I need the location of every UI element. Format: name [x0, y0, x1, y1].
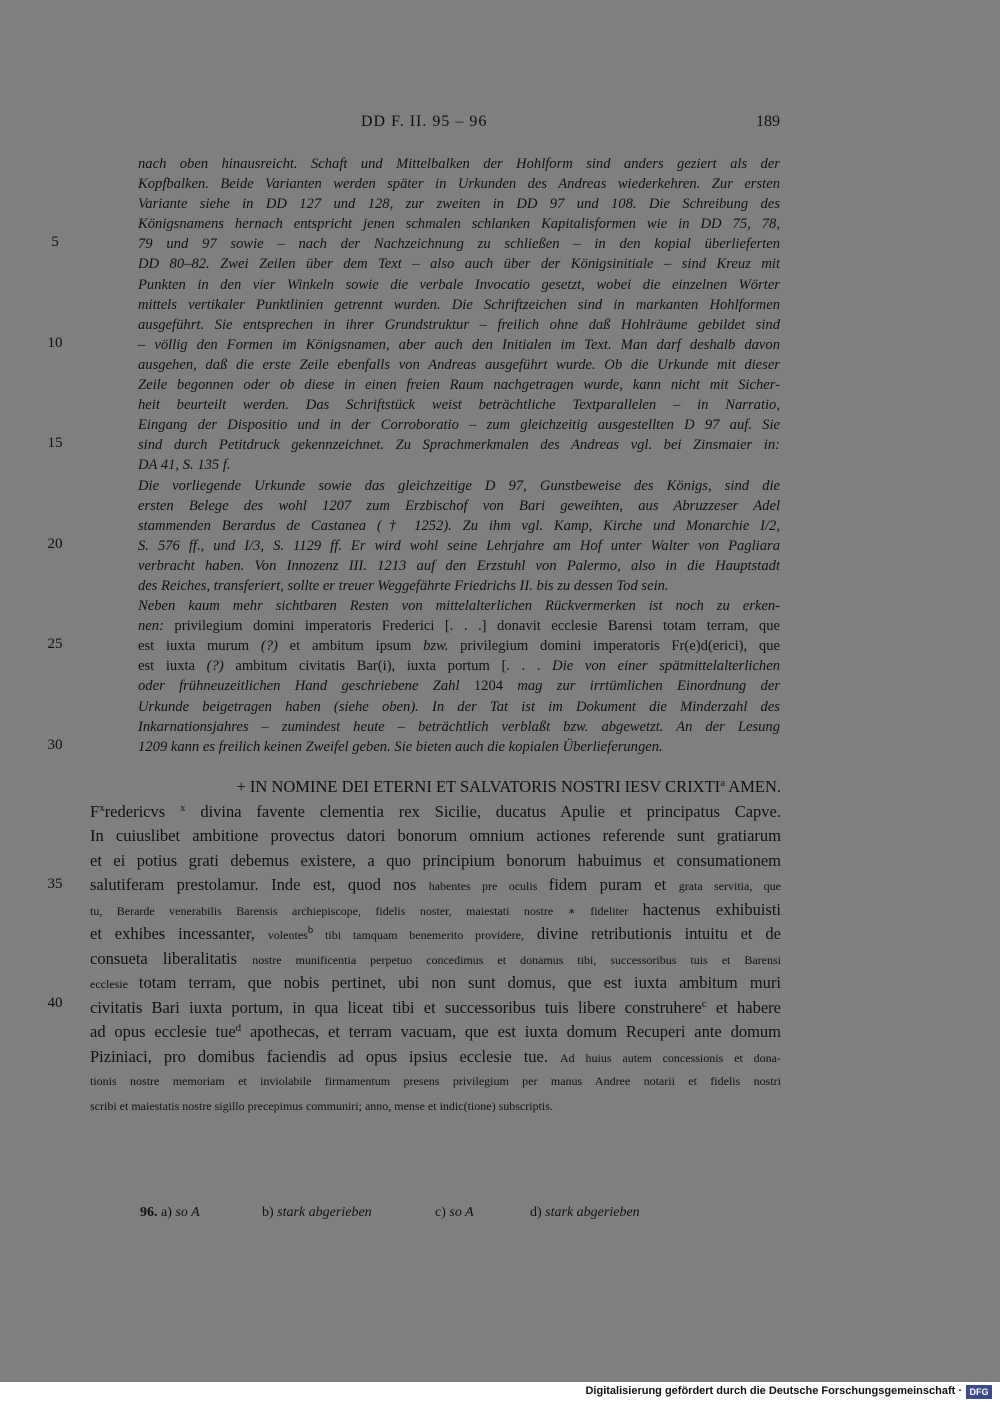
commentary-line: est iuxta murum (?) et ambitum ipsum bzw. privilegium domini imperatoris Fr(e)d(erici), que — [138, 638, 780, 655]
commentary-line: ersten Belege des wohl 1207 zum Erzbischof von Bari geweihten, aus Abruzzeser Adel — [138, 497, 780, 514]
charter-line: scribi et maiestatis nostre sigillo precepimus communiri; anno, mense et indic(tione) subscriptis. — [90, 1098, 553, 1113]
line-number: 15 — [47, 435, 63, 451]
commentary-line: nach oben hinausreicht. Schaft und Mittelbalken der Hohlform sind anders geziert als der — [138, 156, 780, 172]
charter-line: ecclesie totam terram, que nobis pertinet, ubi non sunt domus, que est iuxta ambitum muri — [90, 973, 781, 992]
commentary-line: Eingang der Dispositio und in der Corroboratio – zum gleichzeitig ausgestellten D 97 auf. Sie — [138, 417, 780, 434]
page-number: 189 — [756, 113, 780, 130]
line-number: 40 — [47, 995, 63, 1011]
charter-line: tu, Berarde venerabilis Barensis archiepiscope, fidelis noster, maiestati nostre ∗ fideliter hactenus exhibuisti — [90, 899, 781, 919]
charter-line: et exhibes incessanter, volentes$^b$ tibi tamquam benemerito providere, divine retributionis intuitu et de — [90, 924, 781, 943]
commentary-line: Königsnamens hernach entspricht jenen schmalen schlanken Kapitalisformen wie in DD 75, 78, — [138, 216, 780, 233]
line-number: 10 — [47, 335, 63, 351]
dfg-logo-icon[interactable]: DFG — [966, 1385, 992, 1399]
commentary-line: Kopfbalken. Beide Varianten werden später in Urkunden des Andreas wiederkehren. Zur ersten — [138, 176, 780, 193]
commentary-line: verbracht haben. Von Innozenz III. 1213 auf den Erzstuhl von Palermo, also in die Hauptstadt — [138, 557, 780, 574]
charter-line: In cuiuslibet ambitione provectus datori bonorum omnium actiones referende sunt gratiarum — [90, 826, 781, 845]
footnote-d: d) stark abgerieben — [530, 1205, 640, 1220]
charter-line: et ei potius grati debemus existere, a quo principium bonorum habuimus et consumationem — [90, 850, 781, 870]
commentary-line: – völlig den Formen im Königsnamen, aber auch den Initialen im Text. Man darf deshalb davon — [138, 336, 780, 353]
footnote-b: b) stark abgerieben — [262, 1205, 372, 1220]
commentary-line: DA 41, S. 135 f. — [138, 457, 231, 474]
commentary-line: des Reiches, transferiert, sollte er treuer Weggefährte Friedrichs II. bis zu dessen Tod sein. — [138, 577, 669, 594]
commentary-line: 1209 kann es freilich keinen Zweifel geben. Sie bieten auch die kopialen Überlieferungen. — [138, 738, 663, 755]
dfg-credit: Digitalisierung gefördert durch die Deutsche Forschungsgemeinschaft · — [585, 1385, 962, 1397]
commentary-line: stammenden Berardus de Castanea († 1252). Zu ihm vgl. Kamp, Kirche und Monarchie I/2, — [138, 517, 780, 534]
commentary-line: Punkten in den vier Winkeln sowie die verbale Invocatio gesetzt, wobei die einzelnen Wörter — [138, 276, 780, 293]
commentary-line: Urkunde beigetragen haben (siehe oben). In der Tat ist im Dokument die Minderzahl des — [138, 698, 780, 715]
footnote-a: 96. a) so A — [140, 1205, 200, 1220]
footnote-c: c) so A — [435, 1205, 474, 1220]
intitulatio: $F^xredericvs$ $^x$ divina favente clementia rex Sicilie, ducatus Apulie et principatus Capve. — [90, 801, 781, 821]
line-number: 35 — [47, 876, 63, 892]
line-number: 25 — [47, 636, 63, 652]
commentary-line: est iuxta (?) ambitum civitatis Bar(i), iuxta portum [. . . Die von einer spätmittelalterlichen — [138, 658, 780, 675]
charter-line: Piziniaci, pro domibus faciendis ad opus ipsius ecclesie tue. Ad huius autem concessionis et dona- — [90, 1046, 781, 1066]
line-number: 30 — [47, 737, 63, 753]
commentary-line: S. 576 ff., und I/3, S. 1129 ff. Er wird wohl seine Lehrjahre am Hof unter Walter von Pagliara — [138, 537, 780, 554]
digitization-footer — [0, 1382, 1000, 1402]
commentary-line: Inkarnationsjahres – zumindest heute – beträchtlich verblaßt bzw. abgewetzt. An der Lesung — [138, 718, 780, 735]
charter-line: tionis nostre memoriam et inviolabile firmamentum presens privilegium per manus Andree notarii et fidelis nostri — [90, 1074, 781, 1088]
commentary-line: ausgeführt. Sie entsprechen in ihrer Grundstruktur – freilich ohne daß Hohlräume gebildet sind — [138, 316, 780, 333]
charter-line: salutiferam prestolamur. Inde est, quod nos habentes pre oculis fidem puram et grata servitia, que — [90, 875, 781, 894]
commentary-line: Neben kaum mehr sichtbaren Resten von mittelalterlichen Rückvermerken ist noch zu erken- — [138, 598, 780, 615]
invocatio: + IN NOMINE DEI ETERNI ET SALVATORIS NOSTRI IESV CRIXTI$^a$ AMEN. — [236, 777, 781, 796]
commentary-line: Die vorliegende Urkunde sowie das gleichzeitige D 97, Gunstbeweise des Königs, sind die — [138, 477, 780, 494]
commentary-line: heit beurteilt werden. Das Schriftstück weist beträchtliche Textparallelen – in Narratio, — [138, 397, 780, 414]
commentary-line: sind durch Petitdruck gekennzeichnet. Zu Sprachmerkmalen des Andreas vgl. bei Zinsmaier in: — [138, 437, 780, 454]
commentary-line: oder frühneuzeitlichen Hand geschriebene Zahl 1204 mag zur irrtümlichen Einordnung der — [138, 678, 780, 695]
commentary-line: ausgehen, daß die erste Zeile ebenfalls von Andreas ausgeführt wurde. Ob die Urkunde mit dieser — [138, 356, 780, 373]
commentary-line: DD 80–82. Zwei Zeilen über dem Text – also auch über der Königsinitiale – sind Kreuz mit — [138, 256, 780, 273]
commentary-line: Variante siehe in DD 127 und 128, zur zweiten in DD 97 und 108. Die Schreibung des — [138, 196, 780, 213]
commentary-line: mittels vertikaler Punktlinien getrennt wurden. Die Schriftzeichen sind in markanten Hohlformen — [138, 296, 780, 313]
line-number: 5 — [51, 234, 59, 250]
commentary-line: 79 und 97 sowie – nach der Nachzeichnung zu schließen – in den kopial überlieferten — [138, 236, 780, 253]
commentary-block — [138, 154, 780, 757]
commentary-line: nen: privilegium domini imperatoris Frederici [. . .] donavit ecclesie Barensi totam terram, que — [138, 618, 780, 635]
charter-line: civitatis Bari iuxta portum, in qua liceat tibi et successoribus tuis libere construhere$^c$ et habere — [90, 997, 781, 1017]
charter-line: consueta liberalitatis nostre munificentia perpetuo concedimus et donamus tibi, successoribus tuis et Barensi — [90, 948, 781, 968]
charter-line: ad opus ecclesie tue$^d$ apothecas, et terram vacuam, que est iuxta domum Recuperi ante domum — [90, 1022, 781, 1041]
line-number: 20 — [47, 536, 63, 552]
running-head-title: DD F. II. 95 – 96 — [361, 113, 488, 130]
running-head — [0, 113, 1000, 137]
charter-text — [90, 775, 781, 1118]
commentary-line: Zeile begonnen oder ob diese in einen freien Raum nachgetragen wurde, kann nicht mit Sicher- — [138, 377, 780, 394]
